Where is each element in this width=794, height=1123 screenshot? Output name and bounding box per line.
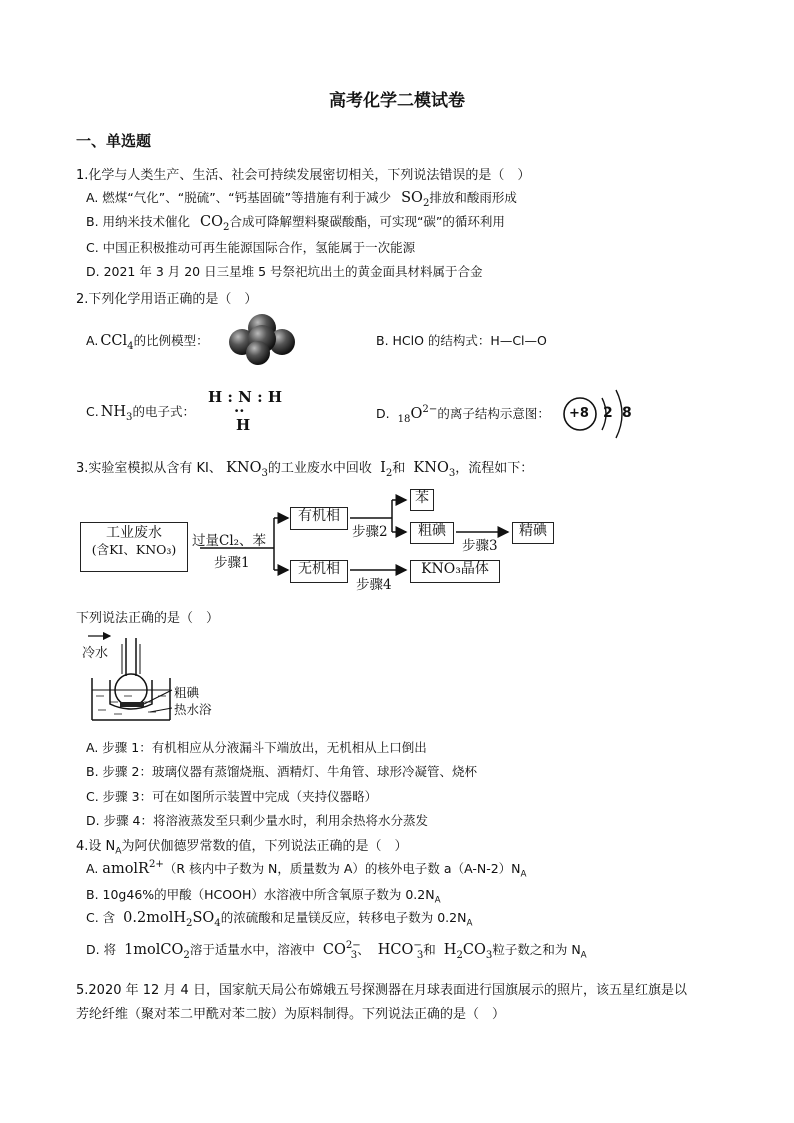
- flow-node-kno3-crystal: KNO₃晶体: [410, 560, 500, 583]
- nh3-electron-formula: H : N : H ·· H: [208, 388, 283, 434]
- flow-label-step4: 步骤4: [356, 577, 392, 593]
- flow-label-step3: 步骤3: [462, 538, 498, 554]
- flow-node-inorganic-phase: 无机相: [290, 560, 348, 583]
- flow-node-waste-water: 工业废水 (含KI、KNO₃): [80, 522, 188, 572]
- q5-stem-line1: 5.2020 年 12 月 4 日，国家航天局公布嫦娥五号探测器在月球表面进行国旗展示的照片，该五星红旗是以: [76, 983, 687, 998]
- q1-option-a: A. 燃煤“气化”、“脱硫”、“钙基固硫”等措施有利于减少 $SO_2$排放和酸雨形成: [86, 190, 517, 209]
- apparatus-label-crude-iodine: 粗碘: [174, 685, 200, 700]
- q2-option-a: A. CCl$_4$的比例模型：: [86, 333, 209, 352]
- flow-label-step2: 步骤2: [352, 524, 388, 540]
- ion-shell-1: 2: [603, 405, 613, 421]
- q3-option-a: A. 步骤 1：有机相应从分液漏斗下端放出，无机相从上口倒出: [86, 740, 427, 755]
- apparatus-label-hot-bath: 热水浴: [174, 702, 212, 717]
- page-title: 高考化学二模试卷: [329, 91, 465, 111]
- q4-option-d: D. 将 1molCO$_2$溶于适量水中，溶液中 $CO^{2-}_3$、 $HCO^-_3$和 $H_2CO_3$粒子数之和为 $N_A$: [86, 940, 587, 961]
- flow-node-benzene: 苯: [410, 489, 434, 511]
- q4-option-a: A. amolR$^{2+}$（R 核内中子数为 N，质量数为 A）的核外电子数 $a(A-N-2)N_A$: [86, 859, 527, 880]
- ion-nucleus-charge: +8: [569, 406, 589, 421]
- q3-stem: 3.实验室模拟从含有 KI、 $KNO_3$的工业废水中回收 $I_2$和 $KNO_3$，流程如下：: [76, 460, 534, 479]
- q4-option-c: C. 含 $0.2molH_2SO_4$的浓硫酸和足量镁反应，转移电子数为 $0.2N_A$: [86, 910, 473, 929]
- flow-label-reagent: 过量Cl₂、苯: [192, 533, 267, 549]
- q5-stem-line2: 芳纶纤维（聚对苯二甲酰对苯二胺）为原料制得。下列说法正确的是（ ）: [76, 1007, 506, 1022]
- flow-node-crude-iodine: 粗碘: [410, 522, 454, 544]
- q2-option-d: D. $_{18}O^{2-}$的离子结构示意图：: [376, 404, 550, 425]
- q2-stem: 2.下列化学用语正确的是（ ）: [76, 292, 258, 307]
- q1-option-b: B. 用纳米技术催化 $CO_2$合成可降解塑料聚碳酸酯，可实现“碳”的循环利用: [86, 214, 505, 233]
- q2-option-b: B. HClO 的结构式：H—Cl—O: [376, 333, 547, 348]
- q3-option-b: B. 步骤 2：玻璃仪器有蒸馏烧瓶、酒精灯、牛角管、球形冷凝管、烧杯: [86, 764, 477, 779]
- q4-option-b: B. 10g46%的甲酸（HCOOH）水溶液中所含氧原子数为 $0.2N_A$: [86, 887, 441, 906]
- flow-node-organic-phase: 有机相: [290, 507, 348, 530]
- q1-option-d: D. 2021 年 3 月 20 日三星堆 5 号祭祀坑出土的黄金面具材料属于合金: [86, 264, 483, 279]
- section-heading: 一、单选题: [76, 132, 152, 150]
- q3-option-d: D. 步骤 4：将溶液蒸发至只剩少量水时，利用余热将水分蒸发: [86, 813, 428, 828]
- q3-option-c: C. 步骤 3：可在如图所示装置中完成（夹持仪器略）: [86, 789, 378, 804]
- q1-option-c: C. 中国正积极推动可再生能源国际合作，氢能属于一次能源: [86, 240, 416, 255]
- q1-stem: 1.化学与人类生产、生活、社会可持续发展密切相关，下列说法错误的是（ ）: [76, 168, 531, 183]
- q4-stem: 4.设 $N_A$为阿伏伽德罗常数的值，下列说法正确的是（ ）: [76, 839, 408, 857]
- q3-question: 下列说法正确的是（ ）: [76, 611, 220, 626]
- apparatus-label-cold-water: 冷水: [82, 646, 109, 661]
- ion-shell-2: 8: [622, 405, 632, 421]
- ccl4-space-filling-model: [228, 312, 296, 366]
- flow-label-step1: 步骤1: [214, 555, 250, 571]
- flow-node-refined-iodine: 精碘: [512, 522, 554, 544]
- q2-option-c: C. $NH_3$的电子式：: [86, 404, 196, 423]
